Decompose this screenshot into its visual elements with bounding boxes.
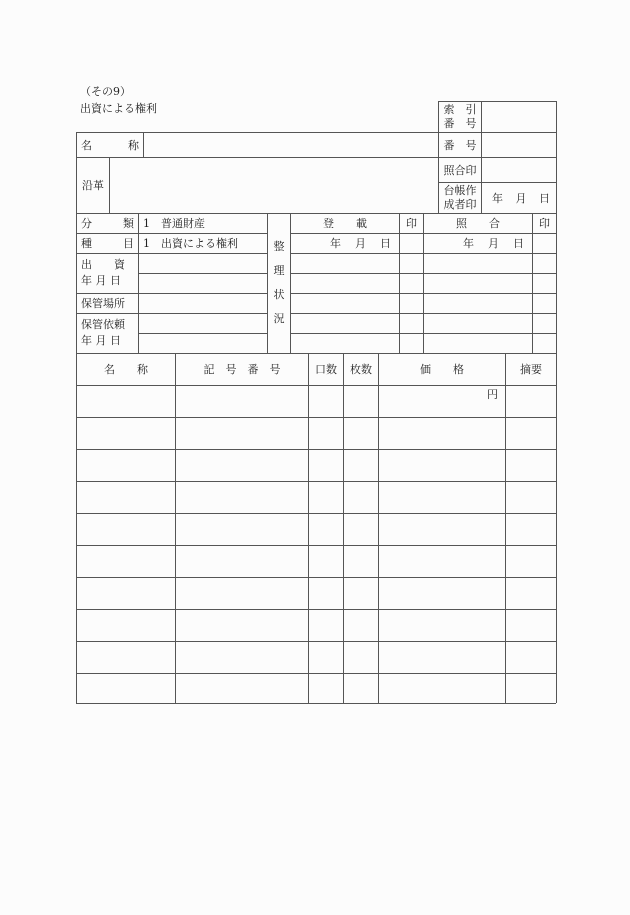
storage-place-label: 保管場所 [81,297,125,310]
index-number-label [439,101,481,132]
day-label: 日 [539,191,550,205]
type-value: 1 出資による権利 [143,237,238,250]
col-header-price: 価 格 [420,363,464,376]
col-header-units: 口数 [315,363,337,376]
seal-header-2: 印 [539,217,550,230]
label-line: 保管依頼 [81,317,125,331]
col-header-remarks: 摘要 [520,363,542,376]
label-char: 目 [123,237,134,250]
label-char: 称 [128,138,139,152]
label-char: 類 [123,217,134,230]
day-label: 日 [513,237,524,250]
label-char: 分 [81,217,92,230]
history-label: 沿革 [82,179,104,192]
verification-seal-field[interactable] [482,157,556,182]
label-line: 年 月 日 [81,334,121,347]
history-field[interactable] [110,157,438,213]
label-line: 台帳作 [443,184,477,198]
currency-unit: 円 [487,388,498,401]
year-label: 年 [463,237,474,250]
label-line: 成者印 [443,197,477,211]
month-label: 月 [515,191,527,205]
verification-seal-label: 照合印 [443,163,477,177]
label-char: 種 [81,237,92,250]
seal-header: 印 [406,217,417,230]
form-subtitle: （その9） [80,85,131,98]
type-label [77,233,138,253]
number-field[interactable] [482,132,556,157]
label-char: 況 [273,312,285,326]
label-char: 名 [81,138,92,152]
name-label [77,132,143,157]
arrangement-status-label [268,213,290,353]
registration-header: 登 載 [323,217,367,230]
name-field[interactable] [144,132,438,157]
label-char: 整 [273,239,285,253]
investment-field-1[interactable] [139,253,267,273]
collation-date-field[interactable] [424,233,532,253]
year-label: 年 [492,191,503,205]
col-header-sheets: 枚数 [350,363,372,376]
storage-request-field-1[interactable] [139,313,267,333]
col-header-name: 名 称 [104,363,148,376]
storage-request-date-label [77,313,138,353]
label-line: 索 引 [443,103,477,117]
classification-label [77,213,138,233]
investment-field-2[interactable] [139,273,267,293]
label-char: 理 [273,263,285,277]
classification-value: 1 普通財産 [143,217,205,230]
col-header-code-number: 記 号 番 号 [203,363,281,376]
month-label: 月 [488,237,499,250]
label-char: 状 [273,288,285,301]
label-line: 年 月 日 [81,274,121,287]
registration-date-field[interactable] [291,233,399,253]
form-title: 出資による権利 [80,102,157,115]
index-number-field[interactable] [482,101,556,132]
label-line: 番 号 [443,116,477,130]
storage-place-field[interactable] [139,293,267,313]
year-label: 年 [330,237,341,250]
collation-header: 照 合 [456,217,500,230]
ledger-date-field[interactable] [482,182,556,213]
storage-request-field-2[interactable] [139,333,267,353]
day-label: 日 [380,237,391,250]
number-label: 番 号 [443,138,477,152]
investment-date-label [77,253,138,293]
ledger-creator-seal-label [439,182,481,213]
label-line: 出 資 [81,257,125,271]
month-label: 月 [355,237,366,250]
